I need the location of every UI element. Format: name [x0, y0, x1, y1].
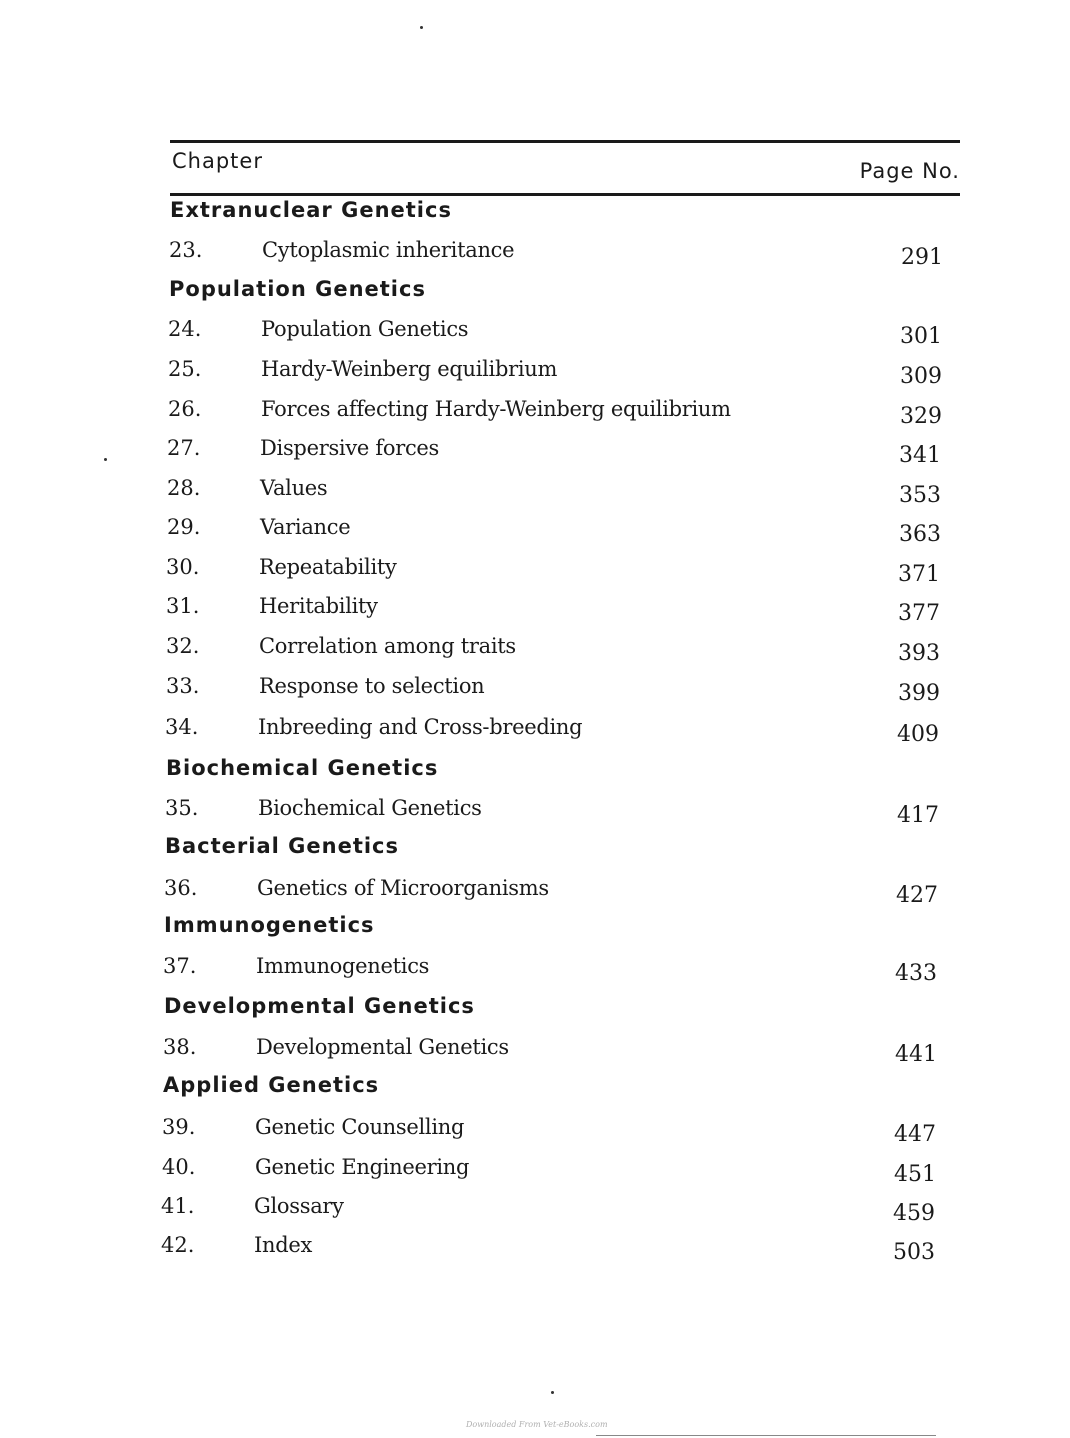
page-number: 399	[898, 681, 940, 706]
chapter-title: Inbreeding and Cross-breeding	[258, 715, 583, 739]
page-number: 329	[900, 404, 942, 429]
section-heading: Applied Genetics	[163, 1073, 380, 1097]
chapter-number: 23.	[169, 238, 203, 262]
section-heading: Developmental Genetics	[164, 994, 475, 1018]
chapter-number: 33.	[166, 674, 200, 698]
page-number: 363	[899, 522, 941, 547]
chapter-title: Developmental Genetics	[256, 1035, 509, 1059]
chapter-number: 27.	[167, 436, 201, 460]
chapter-title: Values	[260, 476, 328, 500]
chapter-number: 36.	[164, 876, 198, 900]
chapter-column-label: Chapter	[172, 149, 263, 173]
footer-rule	[596, 1435, 936, 1436]
chapter-number: 24.	[168, 317, 202, 341]
page-column-label: Page No.	[859, 159, 960, 183]
chapter-number: 29.	[167, 515, 201, 539]
section-heading: Biochemical Genetics	[166, 756, 439, 780]
page-number: 371	[898, 562, 940, 587]
chapter-number: 40.	[162, 1155, 196, 1179]
chapter-title: Index	[254, 1233, 313, 1257]
chapter-number: 25.	[168, 357, 202, 381]
chapter-title: Genetic Counselling	[255, 1115, 465, 1139]
page-number: 427	[896, 883, 938, 908]
chapter-number: 37.	[163, 954, 197, 978]
page-number: 503	[893, 1240, 935, 1265]
page-number: 417	[897, 803, 939, 828]
page-number: 309	[900, 364, 942, 389]
chapter-number: 35.	[165, 796, 199, 820]
chapter-title: Genetic Engineering	[255, 1155, 470, 1179]
page-number: 409	[897, 722, 939, 747]
chapter-title: Dispersive forces	[260, 436, 440, 460]
chapter-title: Immunogenetics	[256, 954, 430, 978]
chapter-title: Variance	[260, 515, 351, 539]
page-number: 393	[898, 641, 940, 666]
chapter-number: 28.	[167, 476, 201, 500]
section-heading: Immunogenetics	[164, 913, 375, 937]
chapter-number: 30.	[166, 555, 200, 579]
page-number: 433	[895, 961, 937, 986]
chapter-number: 34.	[165, 715, 199, 739]
section-heading: Bacterial Genetics	[165, 834, 399, 858]
chapter-title: Cytoplasmic inheritance	[262, 238, 515, 262]
chapter-title: Correlation among traits	[259, 634, 516, 658]
page-number: 341	[899, 443, 941, 468]
chapter-title: Forces affecting Hardy-Weinberg equilibrium	[261, 397, 731, 421]
page-number: 301	[900, 324, 942, 349]
page-number: 451	[894, 1162, 936, 1187]
chapter-title: Response to selection	[259, 674, 485, 698]
chapter-title: Biochemical Genetics	[258, 796, 482, 820]
footer-watermark: Downloaded From Vet-eBooks.com	[466, 1420, 608, 1429]
page-number: 441	[895, 1042, 937, 1067]
chapter-number: 38.	[163, 1035, 197, 1059]
page-number: 447	[894, 1122, 936, 1147]
chapter-title: Glossary	[254, 1194, 344, 1218]
chapter-number: 32.	[166, 634, 200, 658]
chapter-title: Heritability	[259, 594, 378, 618]
page-number: 459	[893, 1201, 935, 1226]
page-number: 353	[899, 483, 941, 508]
page-number: 291	[901, 245, 943, 270]
chapter-number: 42.	[161, 1233, 195, 1257]
chapter-number: 31.	[166, 594, 200, 618]
chapter-title: Genetics of Microorganisms	[257, 876, 549, 900]
section-heading: Extranuclear Genetics	[170, 198, 452, 222]
chapter-number: 41.	[161, 1194, 195, 1218]
chapter-number: 39.	[162, 1115, 196, 1139]
chapter-number: 26.	[168, 397, 202, 421]
chapter-title: Repeatability	[259, 555, 397, 579]
chapter-title: Population Genetics	[261, 317, 469, 341]
chapter-title: Hardy-Weinberg equilibrium	[261, 357, 558, 381]
page-number: 377	[898, 601, 940, 626]
section-heading: Population Genetics	[169, 277, 426, 301]
